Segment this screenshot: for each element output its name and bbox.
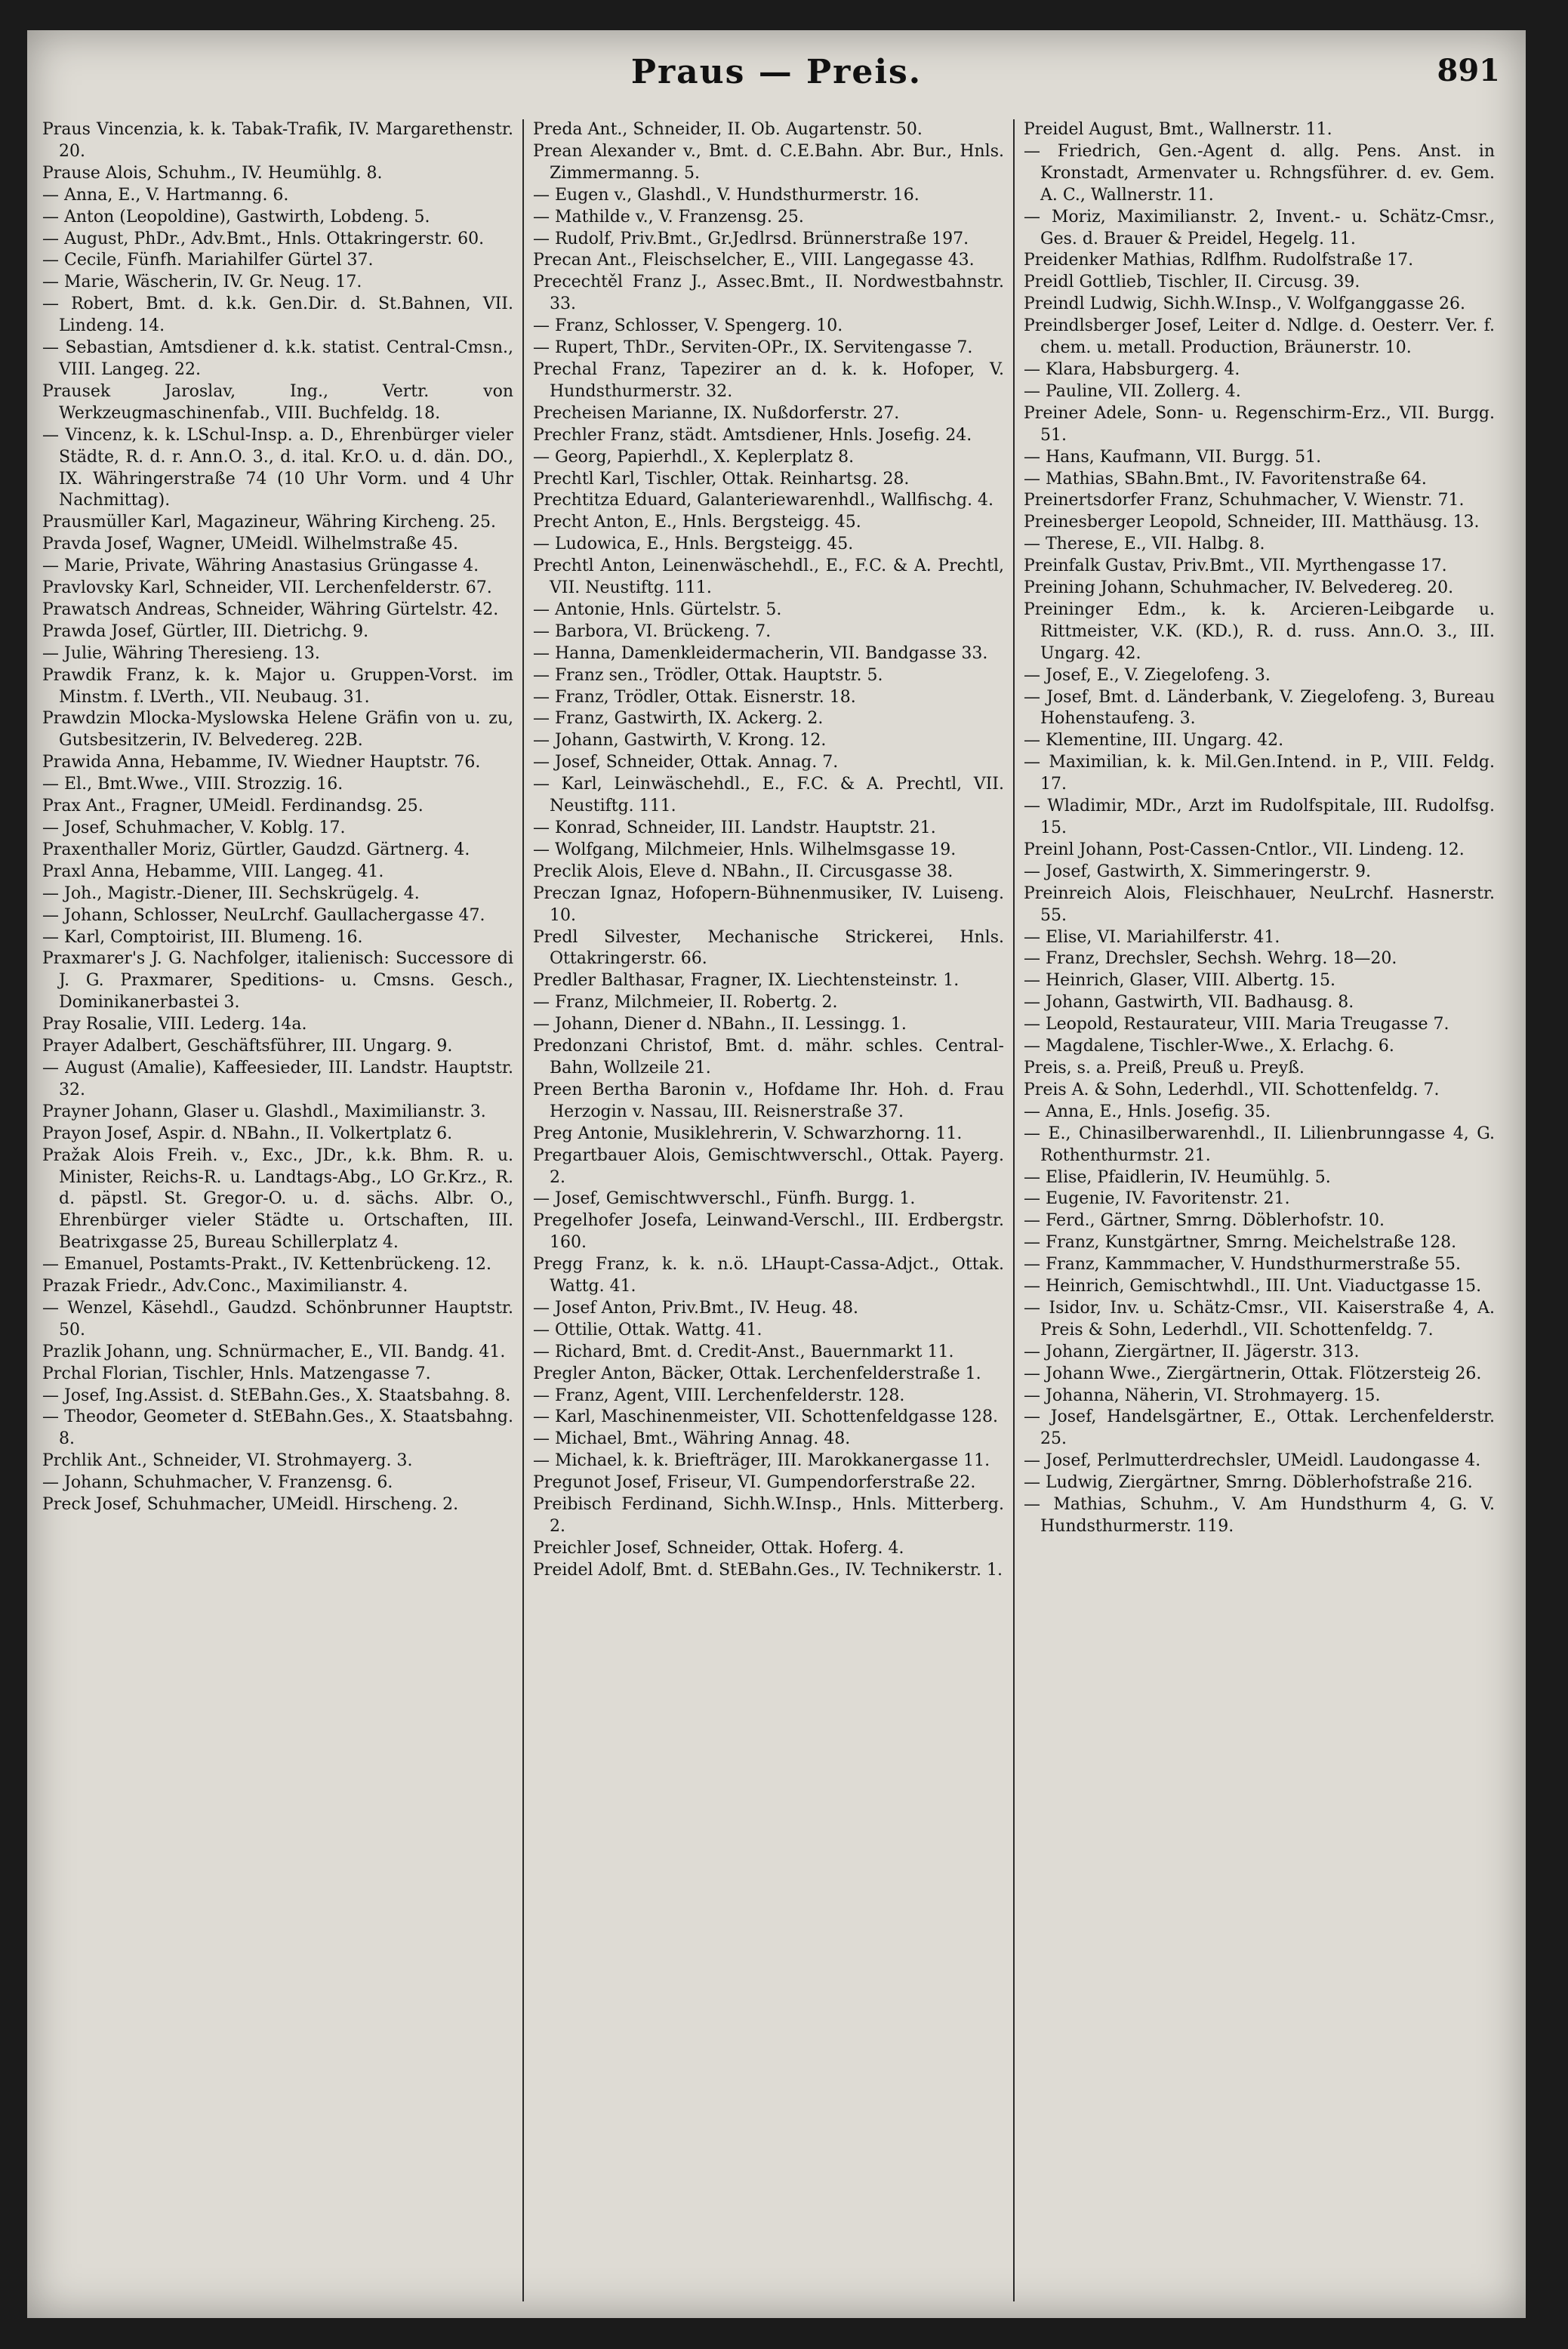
directory-entry: — Josef, E., V. Ziegelofeng. 3. bbox=[1024, 665, 1271, 685]
directory-entry: Preinfalk Gustav, Priv.Bmt., VII. Myrthengasse 17. bbox=[1024, 556, 1447, 576]
directory-entry: — Franz sen., Trödler, Ottak. Hauptstr. 5. bbox=[533, 665, 883, 685]
directory-page bbox=[27, 30, 1526, 2318]
directory-entry: Prchal Florian, Tischler, Hnls. Matzengasse 7. bbox=[42, 1364, 431, 1383]
directory-entry: Preck Josef, Schuhmacher, UMeidl. Hirscheng. 2. bbox=[42, 1495, 459, 1515]
directory-entry: Praus Vincenzia, k. k. Tabak-Trafik, IV. Margarethenstr. 20. bbox=[42, 120, 513, 161]
directory-entry: — Heinrich, Gemischtwhdl., III. Unt. Viaductgasse 15. bbox=[1024, 1277, 1482, 1296]
directory-entry: — Wladimir, MDr., Arzt im Rudolfspitale, III. Rudolfsg. 15. bbox=[1024, 797, 1495, 837]
directory-entry: — Johann, Ziergärtner, II. Jägerstr. 313. bbox=[1024, 1342, 1360, 1361]
directory-entry: — Wolfgang, Milchmeier, Hnls. Wilhelmsgasse 19. bbox=[533, 840, 957, 859]
directory-entry: Prawatsch Andreas, Schneider, Währing Gürtelstr. 42. bbox=[42, 600, 499, 619]
directory-entry: Preinesberger Leopold, Schneider, III. Matthäusg. 13. bbox=[1024, 513, 1480, 532]
directory-entry: Predl Silvester, Mechanische Strickerei, Hnls. Ottakringerstr. 66. bbox=[533, 927, 1004, 969]
directory-entry: — Friedrich, Gen.-Agent d. allg. Pens. Anst. in Kronstadt, Armenvater u. Rchngsführer. d. ev. Gem. A. C., Wallnerstr. 11. bbox=[1024, 141, 1495, 205]
directory-entry: — Vincenz, k. k. LSchul-Insp. a. D., Ehrenbürger vieler Städte, R. d. r. Ann.O. 3., d. ital. Kr.O. u. d. dän. DO., IX. Währingerstraße 74 (10 Uhr Vorm. und 4 Uhr Nachmittag). bbox=[42, 425, 513, 510]
column-right bbox=[1024, 119, 1495, 2301]
column-middle bbox=[533, 119, 1004, 2301]
directory-entry: Prawdik Franz, k. k. Major u. Gruppen-Vorst. im Minstm. f. LVerth., VII. Neubaug. 31. bbox=[42, 665, 513, 707]
directory-entry: Predonzani Christof, Bmt. d. mähr. schles. Central-Bahn, Wollzeile 21. bbox=[533, 1037, 1004, 1077]
directory-entry: — Ludowica, E., Hnls. Bergsteigg. 45. bbox=[533, 535, 854, 554]
directory-entry: — Johann, Schlosser, NeuLrchf. Gaullachergasse 47. bbox=[42, 905, 485, 925]
directory-entry: Prechtitza Eduard, Galanteriewarenhdl., Wallfischg. 4. bbox=[533, 491, 994, 510]
directory-entry: Praxmarer's J. G. Nachfolger, italienisch: Successore di J. G. Praxmarer, Speditions- u. Cmsns. Gesch., Dominikanerbastei 3. bbox=[42, 949, 513, 1013]
directory-entry: — Eugen v., Glashdl., V. Hundsthurmerstr. 16. bbox=[533, 185, 920, 205]
directory-entry: — Hanna, Damenkleidermacherin, VII. Bandgasse 33. bbox=[533, 643, 988, 663]
directory-entry: — Moriz, Maximilianstr. 2, Invent.- u. Schätz-Cmsr., Ges. d. Brauer & Preidel, Hegelg. 11. bbox=[1024, 207, 1495, 248]
directory-entry: — Rupert, ThDr., Serviten-OPr., IX. Servitengasse 7. bbox=[533, 338, 973, 358]
directory-entry: Pravlovsky Karl, Schneider, VII. Lerchenfelderstr. 67. bbox=[42, 578, 492, 598]
directory-entry: — August (Amalie), Kaffeesieder, III. Landstr. Hauptstr. 32. bbox=[42, 1058, 513, 1099]
directory-entry: — Josef, Bmt. d. Länderbank, V. Ziegelofeng. 3, Bureau Hohenstaufeng. 3. bbox=[1024, 687, 1495, 729]
directory-entry: Prechtl Karl, Tischler, Ottak. Reinhartsg. 28. bbox=[533, 469, 910, 489]
directory-entry: Preidenker Mathias, Rdlfhm. Rudolfstraße 17. bbox=[1024, 251, 1414, 270]
directory-entry: Prayon Josef, Aspir. d. NBahn., II. Volkertplatz 6. bbox=[42, 1124, 453, 1143]
directory-entry: — Franz, Kunstgärtner, Smrng. Meichelstraße 128. bbox=[1024, 1233, 1457, 1253]
directory-entry: — Richard, Bmt. d. Credit-Anst., Bauernmarkt 11. bbox=[533, 1342, 954, 1361]
directory-entry: — August, PhDr., Adv.Bmt., Hnls. Ottakringerstr. 60. bbox=[42, 229, 485, 248]
directory-entry: — Leopold, Restaurateur, VIII. Maria Treugasse 7. bbox=[1024, 1015, 1449, 1034]
directory-entry: — Marie, Private, Währing Anastasius Grüngasse 4. bbox=[42, 556, 479, 576]
column-divider-right bbox=[1013, 119, 1015, 2301]
directory-entry: — Hans, Kaufmann, VII. Burgg. 51. bbox=[1024, 447, 1322, 467]
directory-entry: Prechal Franz, Tapezirer an d. k. k. Hofoper, V. Hundsthurmerstr. 32. bbox=[533, 359, 1004, 401]
directory-entry: Prax Ant., Fragner, UMeidl. Ferdinandsg. 25. bbox=[42, 797, 424, 816]
directory-entry: — Elise, Pfaidlerin, IV. Heumühlg. 5. bbox=[1024, 1167, 1331, 1187]
directory-entry: Preidel Adolf, Bmt. d. StEBahn.Ges., IV. Technikerstr. 1. bbox=[533, 1560, 1003, 1580]
directory-entry: — Josef Anton, Priv.Bmt., IV. Heug. 48. bbox=[533, 1298, 858, 1318]
directory-entry: Praxenthaller Moriz, Gürtler, Gaudzd. Gärtnerg. 4. bbox=[42, 840, 470, 859]
directory-entry: — Franz, Milchmeier, II. Robertg. 2. bbox=[533, 993, 838, 1013]
directory-columns bbox=[42, 119, 1514, 2301]
directory-entry: Preczan Ignaz, Hofopern-Bühnenmusiker, IV. Luiseng. 10. bbox=[533, 883, 1004, 925]
directory-entry: — Robert, Bmt. d. k.k. Gen.Dir. d. St.Bahnen, VII. Lindeng. 14. bbox=[42, 294, 513, 336]
directory-entry: — Georg, Papierhdl., X. Keplerplatz 8. bbox=[533, 447, 855, 467]
directory-entry: Pregler Anton, Bäcker, Ottak. Lerchenfelderstraße 1. bbox=[533, 1364, 981, 1383]
directory-entry: Pregunot Josef, Friseur, VI. Gumpendorferstraße 22. bbox=[533, 1473, 976, 1493]
directory-entry: Preindlsberger Josef, Leiter d. Ndlge. d. Oesterr. Ver. f. chem. u. metall. Production, Bräunerstr. 10. bbox=[1024, 316, 1495, 358]
directory-entry: Prayer Adalbert, Geschäftsführer, III. Ungarg. 9. bbox=[42, 1037, 453, 1056]
directory-entry: — Klementine, III. Ungarg. 42. bbox=[1024, 731, 1284, 751]
directory-entry: Precan Ant., Fleischselcher, E., VIII. Langegasse 43. bbox=[533, 251, 975, 270]
directory-entry: — Julie, Währing Theresieng. 13. bbox=[42, 643, 320, 663]
directory-entry: — Magdalene, Tischler-Wwe., X. Erlachg. 6. bbox=[1024, 1037, 1394, 1056]
directory-entry: Preiner Adele, Sonn- u. Regenschirm-Erz., VII. Burgg. 51. bbox=[1024, 403, 1495, 445]
directory-entry: Preininger Edm., k. k. Arcieren-Leibgarde u. Rittmeister, V.K. (KD.), R. d. russ. Ann.O. 3., III. Ungarg. 42. bbox=[1024, 600, 1495, 663]
directory-entry: — Franz, Gastwirth, IX. Ackerg. 2. bbox=[533, 709, 824, 729]
directory-entry: Preclik Alois, Eleve d. NBahn., II. Circusgasse 38. bbox=[533, 862, 953, 881]
directory-entry: Pregelhofer Josefa, Leinwand-Verschl., III. Erdbergstr. 160. bbox=[533, 1211, 1004, 1253]
directory-entry: — Cecile, Fünfh. Mariahilfer Gürtel 37. bbox=[42, 251, 374, 270]
directory-entry: Preining Johann, Schuhmacher, IV. Belvedereg. 20. bbox=[1024, 578, 1454, 598]
directory-entry: — Anna, E., Hnls. Josefig. 35. bbox=[1024, 1102, 1271, 1121]
directory-entry: — Michael, Bmt., Währing Annag. 48. bbox=[533, 1429, 851, 1449]
directory-entry: Preidel August, Bmt., Wallnerstr. 11. bbox=[1024, 120, 1332, 139]
directory-entry: — Marie, Wäscherin, IV. Gr. Neug. 17. bbox=[42, 273, 362, 292]
directory-entry: — Josef, Schuhmacher, V. Koblg. 17. bbox=[42, 818, 346, 837]
directory-entry: — Konrad, Schneider, III. Landstr. Hauptstr. 21. bbox=[533, 818, 936, 837]
directory-entry: — Mathias, SBahn.Bmt., IV. Favoritenstraße 64. bbox=[1024, 469, 1427, 489]
directory-entry: — Klara, Habsburgerg. 4. bbox=[1024, 359, 1240, 379]
directory-entry: — Johann, Gastwirth, VII. Badhausg. 8. bbox=[1024, 993, 1354, 1013]
directory-entry: — Michael, k. k. Briefträger, III. Marokkanergasse 11. bbox=[533, 1451, 990, 1471]
directory-entry: — Ottilie, Ottak. Wattg. 41. bbox=[533, 1320, 762, 1339]
directory-entry: Prechler Franz, städt. Amtsdiener, Hnls. Josefig. 24. bbox=[533, 425, 972, 445]
directory-entry: Pregartbauer Alois, Gemischtwverschl., Ottak. Payerg. 2. bbox=[533, 1145, 1004, 1187]
directory-entry: — Maximilian, k. k. Mil.Gen.Intend. in P., VIII. Feldg. 17. bbox=[1024, 753, 1495, 794]
directory-entry: — Josef, Schneider, Ottak. Annag. 7. bbox=[533, 753, 839, 772]
directory-entry: — Franz, Drechsler, Sechsh. Wehrg. 18—20. bbox=[1024, 949, 1397, 969]
directory-entry: — Franz, Agent, VIII. Lerchenfelderstr. 128. bbox=[533, 1386, 905, 1405]
directory-entry: Prechtl Anton, Leinenwäschehdl., E., F.C. & A. Prechtl, VII. Neustiftg. 111. bbox=[533, 556, 1004, 598]
directory-entry: Preidl Gottlieb, Tischler, II. Circusg. 39. bbox=[1024, 273, 1360, 292]
directory-entry: — Franz, Trödler, Ottak. Eisnerstr. 18. bbox=[533, 687, 856, 707]
directory-entry: — Heinrich, Glaser, VIII. Albertg. 15. bbox=[1024, 971, 1335, 991]
directory-entry: — Franz, Kammmacher, V. Hundsthurmerstraße 55. bbox=[1024, 1255, 1461, 1275]
directory-entry: — Rudolf, Priv.Bmt., Gr.Jedlrsd. Brünnerstraße 197. bbox=[533, 229, 969, 248]
directory-entry: — Karl, Leinwäschehdl., E., F.C. & A. Prechtl, VII. Neustiftg. 111. bbox=[533, 775, 1004, 816]
directory-entry: — Elise, VI. Mariahilferstr. 41. bbox=[1024, 927, 1280, 947]
directory-entry: Prause Alois, Schuhm., IV. Heumühlg. 8. bbox=[42, 163, 383, 183]
directory-entry: — Mathias, Schuhm., V. Am Hundsthurm 4, G. V. Hundsthurmerstr. 119. bbox=[1024, 1495, 1495, 1536]
directory-entry: — Antonie, Hnls. Gürtelstr. 5. bbox=[533, 600, 782, 619]
directory-entry: — Pauline, VII. Zollerg. 4. bbox=[1024, 381, 1241, 401]
directory-entry: Prazak Friedr., Adv.Conc., Maximilianstr. 4. bbox=[42, 1277, 408, 1296]
directory-entry: — Isidor, Inv. u. Schätz-Cmsr., VII. Kaiserstraße 4, A. Preis & Sohn, Lederhdl., VII. Schottenfeldg. 7. bbox=[1024, 1298, 1495, 1339]
directory-entry: — Johann, Gastwirth, V. Krong. 12. bbox=[533, 731, 827, 751]
directory-entry: Precheisen Marianne, IX. Nußdorferstr. 27. bbox=[533, 403, 900, 423]
directory-entry: — Josef, Gastwirth, X. Simmeringerstr. 9. bbox=[1024, 862, 1371, 881]
directory-entry: — Josef, Perlmutterdrechsler, UMeidl. Laudongasse 4. bbox=[1024, 1451, 1481, 1471]
directory-entry: Preindl Ludwig, Sichh.W.Insp., V. Wolfganggasse 26. bbox=[1024, 294, 1465, 314]
running-title: Praus — Preis. bbox=[630, 53, 923, 91]
directory-entry: Prazlik Johann, ung. Schnürmacher, E., VII. Bandg. 41. bbox=[42, 1342, 506, 1361]
directory-entry: — Johann Wwe., Ziergärtnerin, Ottak. Flötzersteig 26. bbox=[1024, 1364, 1482, 1383]
directory-entry: Prawda Josef, Gürtler, III. Dietrichg. 9. bbox=[42, 621, 369, 641]
directory-entry: — Josef, Gemischtwverschl., Fünfh. Burgg. 1. bbox=[533, 1189, 916, 1209]
page-header bbox=[27, 48, 1526, 109]
directory-entry: — Johanna, Näherin, VI. Strohmayerg. 15. bbox=[1024, 1386, 1381, 1405]
directory-entry: Preis, s. a. Preiß, Preuß u. Preyß. bbox=[1024, 1058, 1305, 1077]
directory-entry: — Johann, Schuhmacher, V. Franzensg. 6. bbox=[42, 1473, 393, 1493]
directory-entry: — Barbora, VI. Brückeng. 7. bbox=[533, 621, 772, 641]
directory-entry: Prawdzin Mlocka-Myslowska Helene Gräfin von u. zu, Gutsbesitzerin, IV. Belvedereg. 22B. bbox=[42, 709, 513, 751]
directory-entry: — Wenzel, Käsehdl., Gaudzd. Schönbrunner Hauptstr. 50. bbox=[42, 1298, 513, 1339]
directory-entry: Prausek Jaroslav, Ing., Vertr. von Werkzeugmaschinenfab., VIII. Buchfeldg. 18. bbox=[42, 381, 513, 423]
directory-entry: — Karl, Comptoirist, III. Blumeng. 16. bbox=[42, 927, 363, 947]
directory-entry: Pregg Franz, k. k. n.ö. LHaupt-Cassa-Adjct., Ottak. Wattg. 41. bbox=[533, 1255, 1004, 1296]
directory-entry: — Eugenie, IV. Favoritenstr. 21. bbox=[1024, 1189, 1290, 1209]
column-left bbox=[42, 119, 513, 2301]
directory-entry: — Mathilde v., V. Franzensg. 25. bbox=[533, 207, 804, 227]
directory-entry: — Therese, E., VII. Halbg. 8. bbox=[1024, 535, 1265, 554]
directory-entry: — Ludwig, Ziergärtner, Smrng. Döblerhofstraße 216. bbox=[1024, 1473, 1473, 1493]
directory-entry: Preen Bertha Baronin v., Hofdame Ihr. Hoh. d. Frau Herzogin v. Nassau, III. Reisnerstraße 37. bbox=[533, 1080, 1004, 1121]
directory-entry: — Emanuel, Postamts-Prakt., IV. Kettenbrückeng. 12. bbox=[42, 1255, 491, 1275]
directory-entry: Preis A. & Sohn, Lederhdl., VII. Schottenfeldg. 7. bbox=[1024, 1080, 1440, 1099]
directory-entry: Preda Ant., Schneider, II. Ob. Augartenstr. 50. bbox=[533, 120, 923, 139]
directory-entry: — El., Bmt.Wwe., VIII. Strozzig. 16. bbox=[42, 775, 343, 794]
directory-entry: — Anton (Leopoldine), Gastwirth, Lobdeng. 5. bbox=[42, 207, 430, 227]
directory-entry: — Johann, Diener d. NBahn., II. Lessingg. 1. bbox=[533, 1015, 907, 1034]
directory-entry: Pravda Josef, Wagner, UMeidl. Wilhelmstraße 45. bbox=[42, 535, 459, 554]
directory-entry: Preinl Johann, Post-Cassen-Cntlor., VII. Lindeng. 12. bbox=[1024, 840, 1465, 859]
directory-entry: — Franz, Schlosser, V. Spengerg. 10. bbox=[533, 316, 843, 336]
column-divider-left bbox=[522, 119, 524, 2301]
directory-entry: — Sebastian, Amtsdiener d. k.k. statist. Central-Cmsn., VIII. Langeg. 22. bbox=[42, 338, 513, 379]
directory-entry: Preinreich Alois, Fleischhauer, NeuLrchf. Hasnerstr. 55. bbox=[1024, 883, 1495, 925]
directory-entry: Prausmüller Karl, Magazineur, Währing Kircheng. 25. bbox=[42, 513, 497, 532]
directory-entry: Precechtěl Franz J., Assec.Bmt., II. Nordwestbahnstr. 33. bbox=[533, 273, 1004, 314]
directory-entry: Preichler Josef, Schneider, Ottak. Hoferg. 4. bbox=[533, 1538, 904, 1558]
directory-entry: Pray Rosalie, VIII. Lederg. 14a. bbox=[42, 1015, 307, 1034]
directory-entry: — Josef, Ing.Assist. d. StEBahn.Ges., X. Staatsbahng. 8. bbox=[42, 1386, 511, 1405]
directory-entry: Preibisch Ferdinand, Sichh.W.Insp., Hnls. Mitterberg. 2. bbox=[533, 1495, 1004, 1536]
directory-entry: — Josef, Handelsgärtner, E., Ottak. Lerchenfelderstr. 25. bbox=[1024, 1407, 1495, 1449]
directory-entry: Pražak Alois Freih. v., Exc., JDr., k.k. Bhm. R. u. Minister, Reichs-R. u. Landtags-Abg., LO Gr.Krz., R. d. päpstl. St. Gregor-O. u. d. sächs. Albr. O., Ehrenbürger vieler Städte u. Ortschaften, III. Beatrixgasse 25, Bureau Schillerplatz 4. bbox=[42, 1145, 513, 1253]
directory-entry: — Theodor, Geometer d. StEBahn.Ges., X. Staatsbahng. 8. bbox=[42, 1407, 513, 1449]
directory-entry: Prawida Anna, Hebamme, IV. Wiedner Hauptstr. 76. bbox=[42, 753, 481, 772]
directory-entry: — E., Chinasilberwarenhdl., II. Lilienbrunngasse 4, G. Rothenthurmstr. 21. bbox=[1024, 1124, 1495, 1165]
directory-entry: Precht Anton, E., Hnls. Bergsteigg. 45. bbox=[533, 513, 861, 532]
directory-entry: Prean Alexander v., Bmt. d. C.E.Bahn. Abr. Bur., Hnls. Zimmermanng. 5. bbox=[533, 141, 1004, 183]
directory-entry: — Ferd., Gärtner, Smrng. Döblerhofstr. 10. bbox=[1024, 1211, 1385, 1231]
directory-entry: — Joh., Magistr.-Diener, III. Sechskrügelg. 4. bbox=[42, 883, 420, 903]
directory-entry: Prchlik Ant., Schneider, VI. Strohmayerg. 3. bbox=[42, 1451, 413, 1471]
directory-entry: Predler Balthasar, Fragner, IX. Liechtensteinstr. 1. bbox=[533, 971, 960, 991]
directory-entry: Preg Antonie, Musiklehrerin, V. Schwarzhorng. 11. bbox=[533, 1124, 963, 1143]
directory-entry: Prayner Johann, Glaser u. Glashdl., Maximilianstr. 3. bbox=[42, 1102, 486, 1121]
directory-entry: Praxl Anna, Hebamme, VIII. Langeg. 41. bbox=[42, 862, 384, 881]
directory-entry: — Anna, E., V. Hartmanng. 6. bbox=[42, 185, 289, 205]
directory-entry: — Karl, Maschinenmeister, VII. Schottenfeldgasse 128. bbox=[533, 1407, 999, 1427]
page-number: 891 bbox=[1437, 53, 1500, 88]
directory-entry: Preinertsdorfer Franz, Schuhmacher, V. Wienstr. 71. bbox=[1024, 491, 1465, 510]
